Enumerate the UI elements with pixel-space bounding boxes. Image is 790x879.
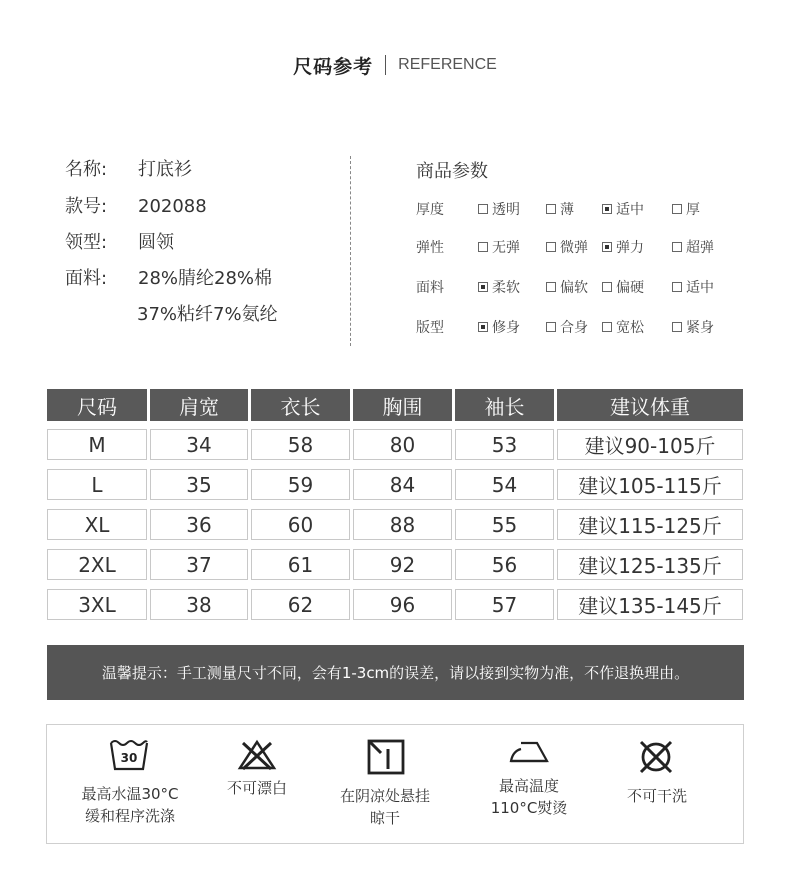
size-table-cell: 62 — [251, 589, 350, 620]
page-subtitle: REFERENCE — [398, 56, 497, 73]
unchecked-box-icon — [546, 322, 556, 332]
tip-bar: 温馨提示：手工测量尺寸不同，会有1-3cm的误差，请以接到实物为准，不作退换理由。 — [47, 645, 744, 700]
checked-box-icon — [478, 322, 488, 332]
size-table-cell: 58 — [251, 429, 350, 460]
info-key: 名称: — [65, 159, 108, 180]
param-option — [672, 277, 714, 297]
param-option-label: 偏硬 — [616, 280, 644, 296]
param-option — [602, 277, 644, 297]
wash-30-icon — [109, 739, 149, 771]
size-table-cell: 34 — [150, 429, 248, 460]
info-value: 28%腈纶28%棉 — [138, 268, 273, 289]
unchecked-box-icon — [672, 322, 682, 332]
param-option — [672, 237, 714, 257]
size-table-cell: 2XL — [47, 549, 147, 580]
unchecked-box-icon — [672, 242, 682, 252]
param-option — [546, 277, 588, 297]
info-row-style-no — [65, 194, 207, 220]
size-table-cell: 建议135-145斤 — [557, 589, 743, 620]
info-key: 领型: — [65, 232, 108, 253]
wash-temp-label: 30 — [120, 751, 138, 765]
unchecked-box-icon — [478, 242, 488, 252]
size-table-cell: 55 — [455, 509, 554, 540]
size-table-header: 肩宽 — [150, 389, 248, 421]
size-table-cell: 80 — [353, 429, 452, 460]
param-option — [602, 237, 644, 257]
size-table-cell: XL — [47, 509, 147, 540]
title-divider — [385, 55, 386, 75]
checked-box-icon — [602, 204, 612, 214]
size-table-cell: 60 — [251, 509, 350, 540]
param-option-label: 弹力 — [616, 240, 644, 256]
page-header — [0, 50, 790, 80]
info-row-name — [65, 157, 192, 183]
info-row-fabric — [65, 266, 272, 292]
size-table-cell: 92 — [353, 549, 452, 580]
size-table-cell: 54 — [455, 469, 554, 500]
care-label-bleach: 不可漂白 — [226, 779, 287, 797]
param-option-label: 柔软 — [492, 280, 520, 296]
checked-box-icon — [478, 282, 488, 292]
params-title: 商品参数 — [416, 161, 488, 182]
size-table-cell: 61 — [251, 549, 350, 580]
param-option — [602, 317, 644, 337]
param-option-label: 紧身 — [686, 320, 714, 336]
care-label-iron: 最高温度 110°C熨烫 — [490, 777, 568, 817]
param-option — [478, 317, 520, 337]
care-label-dry-clean: 不可干洗 — [626, 787, 687, 805]
param-option-label: 偏软 — [560, 280, 588, 296]
param-option-label: 修身 — [492, 320, 520, 336]
size-table-header: 尺码 — [47, 389, 147, 421]
size-table-cell: 建议90-105斤 — [557, 429, 743, 460]
unchecked-box-icon — [546, 204, 556, 214]
param-option-label: 透明 — [492, 202, 520, 218]
param-option — [546, 237, 588, 257]
info-row-collar — [65, 230, 174, 256]
size-table-cell: 84 — [353, 469, 452, 500]
size-table-header: 衣长 — [251, 389, 350, 421]
param-label: 弹性 — [416, 240, 444, 256]
size-table-cell: 37 — [150, 549, 248, 580]
info-value: 圆领 — [138, 232, 174, 253]
unchecked-box-icon — [672, 204, 682, 214]
size-table-cell: 56 — [455, 549, 554, 580]
size-table-header: 袖长 — [455, 389, 554, 421]
info-key: 面料: — [65, 268, 108, 289]
param-option — [478, 199, 520, 219]
unchecked-box-icon — [478, 204, 488, 214]
hang-dry-shade-icon — [367, 739, 405, 775]
size-table-cell: 建议125-135斤 — [557, 549, 743, 580]
param-option-label: 适中 — [616, 202, 644, 218]
param-row — [416, 315, 736, 337]
unchecked-box-icon — [546, 282, 556, 292]
param-label: 厚度 — [416, 202, 444, 218]
unchecked-box-icon — [602, 322, 612, 332]
param-option-label: 宽松 — [616, 320, 644, 336]
param-option-label: 合身 — [560, 320, 588, 336]
size-table-cell: 59 — [251, 469, 350, 500]
param-option — [546, 199, 574, 219]
size-table-cell: 建议105-115斤 — [557, 469, 743, 500]
size-table-cell: 36 — [150, 509, 248, 540]
unchecked-box-icon — [602, 282, 612, 292]
care-label-wash: 最高水温30°C 缓和程序洗涤 — [81, 785, 179, 825]
param-option-label: 适中 — [686, 280, 714, 296]
param-option-label: 微弹 — [560, 240, 588, 256]
size-table-header: 胸围 — [353, 389, 452, 421]
size-table-cell: 35 — [150, 469, 248, 500]
no-bleach-icon — [237, 739, 277, 771]
info-key: 款号: — [65, 196, 108, 217]
param-label: 版型 — [416, 320, 444, 336]
iron-110-icon — [509, 741, 549, 763]
param-option-label: 无弹 — [492, 240, 520, 256]
size-table-cell: 57 — [455, 589, 554, 620]
param-option — [478, 237, 520, 257]
care-instructions — [46, 724, 744, 844]
care-label-dry: 在阴凉处悬挂 晾干 — [339, 787, 430, 827]
info-value: 打底衫 — [138, 159, 192, 180]
param-option-label: 厚 — [686, 202, 700, 218]
dashed-divider — [350, 156, 351, 346]
size-table-cell: 88 — [353, 509, 452, 540]
param-row — [416, 235, 736, 257]
param-option — [672, 199, 700, 219]
size-table-cell: 3XL — [47, 589, 147, 620]
param-option — [672, 317, 714, 337]
size-table-cell: 38 — [150, 589, 248, 620]
unchecked-box-icon — [546, 242, 556, 252]
unchecked-box-icon — [672, 282, 682, 292]
no-dry-clean-icon — [637, 739, 675, 775]
size-table-cell: 53 — [455, 429, 554, 460]
param-row — [416, 275, 736, 297]
param-option-label: 薄 — [560, 202, 574, 218]
size-table-cell: 96 — [353, 589, 452, 620]
page-title: 尺码参考 — [293, 55, 374, 78]
param-label: 面料 — [416, 280, 444, 296]
param-row — [416, 197, 736, 219]
size-table-cell: 建议115-125斤 — [557, 509, 743, 540]
param-option — [478, 277, 520, 297]
info-value: 202088 — [138, 196, 207, 217]
info-fabric-continued: 37%粘纤7%氨纶 — [137, 304, 278, 325]
param-option — [546, 317, 588, 337]
size-table-cell: M — [47, 429, 147, 460]
size-table-cell: L — [47, 469, 147, 500]
checked-box-icon — [602, 242, 612, 252]
param-option — [602, 199, 644, 219]
param-option-label: 超弹 — [686, 240, 714, 256]
size-table-header: 建议体重 — [557, 389, 743, 421]
